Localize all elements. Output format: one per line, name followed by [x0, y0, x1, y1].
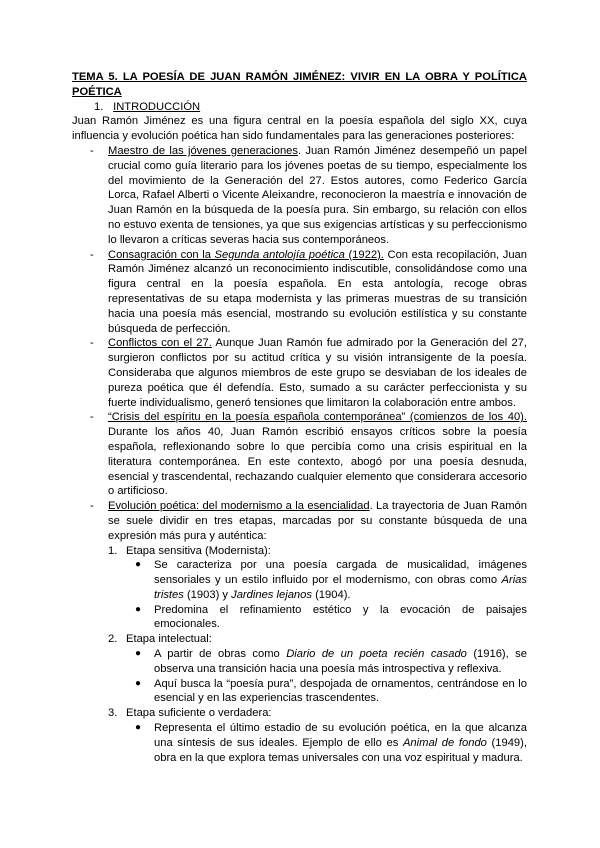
stage-suficiente: [108, 706, 527, 765]
bullet-icon: ●: [135, 559, 142, 571]
bullet-text: (1949), obra en la que explora temas universales con una voz espiritual y madura.: [154, 736, 527, 764]
page-title: TEMA 5. LA POESÍA DE JUAN RAMÓN JIMÉNEZ: VIVIR EN LA OBRA Y POLÍTICA POÉTICA: [72, 71, 527, 98]
list-item-crisis: [72, 410, 527, 499]
bullet-text: Se caracteriza por una poesía cargada de musicalidad, imágenes sensoriales y un estilo influido por el modernismo, con obras como: [154, 559, 527, 587]
stage-bullets: [126, 647, 527, 706]
bullet-text: Predomina el refinamiento estético y la evocación de paisajes emocionales.: [154, 603, 527, 631]
bullet-text: Aquí busca la “poesía pura”, despojada de ornamentos, centrándose en lo esencial y en las experiencias trascendentes.: [154, 677, 527, 705]
stage-bullets: [126, 721, 527, 765]
section-label: INTRODUCCIÓN: [113, 100, 201, 113]
list-item-conflictos: [72, 336, 527, 410]
dash-marker: -: [90, 337, 94, 350]
intro-paragraph: Juan Ramón Jiménez es una figura central en la poesía española del siglo XX, cuya influencia y evolución poética han sido fundamentales para las generaciones posteriores:: [72, 115, 527, 143]
stage-intelectual: [108, 632, 527, 706]
document-body: [72, 70, 527, 765]
list-item-evolucion: [72, 499, 527, 543]
item-heading-italic: Segunda antolojía poética: [214, 248, 345, 261]
stage-label: Etapa intelectual:: [126, 633, 212, 646]
work-title: Jardines lejanos: [231, 588, 312, 601]
bullet-text: A partir de obras como: [154, 648, 287, 661]
item-body: Durante los años 40, Juan Ramón escribió ensayos críticos sobre la poesía española, reflexionando sobre lo que percibía como una crisis espiritual en la literatura contemporánea. En este contexto, abogó por una poesía desnuda, esencial y trascendental, rechazando cualquier elemento que considerara accesorio o artificioso.: [108, 426, 527, 498]
topic-list: [72, 144, 527, 544]
dash-marker: -: [90, 144, 94, 157]
bullet-icon: ●: [135, 722, 142, 734]
item-heading-pre: Consagración con la: [108, 248, 215, 261]
work-title: Diario de un poeta recién casado: [286, 648, 467, 661]
bullet-icon: ●: [135, 603, 142, 615]
stage-label: Etapa sensitiva (Modernista):: [126, 544, 271, 557]
item-heading: [108, 249, 384, 261]
item-heading: Maestro de las jóvenes generaciones: [108, 144, 298, 157]
item-body: Aunque Juan Ramón fue admirado por la Generación del 27, surgieron conflictos por su actitud crítica y su visión intransigente de la poesía. Consideraba que algunos miembros de este grupo se desviaban de los ideales de pureza poética que él defendía. Esto, sumado a su carácter perfeccionista y su fuerte individualismo, generó tensiones que limitaron la colaboración entre ambos.: [108, 337, 527, 409]
bullet-item: [126, 603, 527, 633]
item-heading: Conflictos con el 27.: [108, 337, 212, 350]
item-heading-post: (1922).: [344, 248, 384, 261]
item-heading-tail: .: [297, 144, 302, 157]
dash-marker: -: [90, 500, 94, 513]
list-item-consagracion: [72, 248, 527, 337]
section-number: 1.: [94, 100, 104, 113]
bullet-text: (1916), se observa una transición hacia una poesía más introspectiva y reflexiva.: [154, 648, 527, 675]
stage-sensitiva: [108, 544, 527, 633]
section-heading: [94, 100, 527, 115]
bullet-text: Representa el último estadio de su evolución poética, en la que alcanza una síntesis de sus ideales. Ejemplo de ello es: [154, 722, 527, 749]
stage-label: Etapa suficiente o verdadera:: [126, 707, 272, 720]
stage-number: 2.: [108, 633, 118, 646]
stage-list: [72, 544, 527, 766]
work-title: Animal de fondo: [402, 736, 487, 749]
dash-marker: -: [90, 411, 94, 424]
bullet-item: [126, 721, 527, 765]
bullet-text: (1903) y: [183, 588, 232, 601]
item-body: Con esta recopilación, Juan Ramón Jiménez alcanzó un reconocimiento indiscutible, consolidándose como una figura central en la poesía española. En esta antología, recoge obras representativas de su etapa modernista y las primeras muestras de su transición hacia una poesía más esencial, mostrando su evolución estilística y su constante búsqueda de perfección.: [108, 248, 527, 335]
item-heading: “Crisis del espíritu en la poesía española contemporánea” (comienzos de los 40).: [108, 411, 527, 424]
stage-number: 3.: [108, 707, 118, 720]
bullet-icon: ●: [135, 677, 142, 689]
bullet-item: [126, 647, 527, 677]
item-heading: Evolución poética: del modernismo a la esencialidad: [108, 500, 370, 513]
bullet-item: [126, 677, 527, 707]
bullet-text: (1904).: [311, 588, 351, 601]
bullet-item: [126, 558, 527, 602]
dash-marker: -: [90, 248, 94, 261]
bullet-icon: ●: [135, 648, 142, 660]
stage-bullets: [126, 558, 527, 632]
item-body: Juan Ramón Jiménez desempeñó un papel crucial como guía literario para los jóvenes poetas de su tiempo, especialmente los del movimiento de la Generación del 27. Estos autores, como Federico García Lorca, Rafael Alberti o Vicente Aleixandre, reconocieron la maestría e innovación de Juan Ramón en la búsqueda de la poesía pura. Sin embargo, su relación con ellos no estuvo exenta de tensiones, ya que sus exigencias artísticas y su perfeccionismo lo llevaron a críticas severas hacia sus contemporáneos.: [108, 144, 527, 246]
stage-number: 1.: [108, 544, 118, 557]
work-title: Arias tristes: [154, 574, 527, 601]
item-body: . La trayectoria de Juan Ramón se suele dividir en tres etapas, marcadas por su constante búsqueda de una expresión más pura y auténtica:: [108, 500, 527, 542]
list-item-maestro: [72, 144, 527, 248]
